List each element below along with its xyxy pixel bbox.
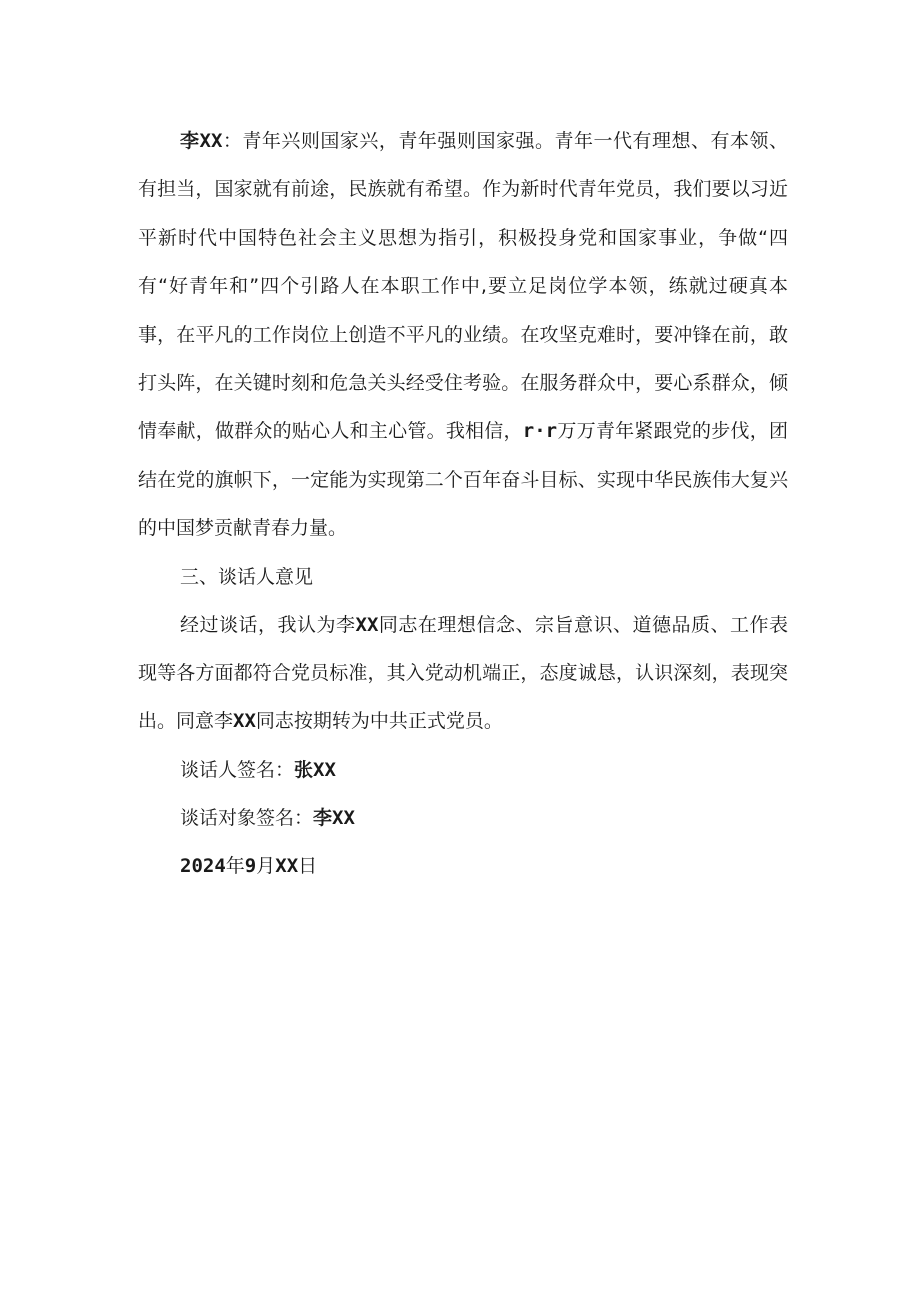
- opinion-text-2: 同志在理想信念、宗旨意识、道德品质、工作表现等各方面都符合党员标准，其入党动机端正，态度诚恳，认识深刻，表现突出。同意李: [138, 613, 788, 733]
- interviewer-signature: [138, 746, 788, 794]
- date-year: 2024: [180, 854, 226, 877]
- reply-text-2: 万万青年紧跟党的步伐，团结在党的旗帜下，一定能为实现第二个百年奋斗目标、实现中华民族伟大复兴的中国梦贡献青春力量。: [138, 420, 788, 540]
- subject-signature-name: 李XX: [313, 806, 355, 829]
- reply-text-1: 青年兴则国家兴，青年强则国家强。青年一代有理想、有本领、有担当，国家就有前途，民族就有希望。作为新时代青年党员，我们要以习近平新时代中国特色社会主义思想为指引，积极投身党和国家事业，争做“四有“好青年和”四个引路人在本职工作中,要立足岗位学本领，练就过硬真本事，在平凡的工作岗位上创造不平凡的业绩。在攻坚克难时，要冲锋在前，敢打头阵，在关键时刻和危急关头经受住考验。在服务群众中，要心系群众，倾情奉献，做群众的贴心人和主心管。我相信，: [138, 130, 788, 443]
- signing-date: [138, 842, 788, 890]
- opinion-text-3: 同志按期转为中共正式党员。: [255, 710, 503, 733]
- section-heading: 三、谈话人意见: [180, 565, 314, 588]
- speaker-name: 李XX: [180, 130, 223, 152]
- opinion-name-1: XX: [355, 613, 379, 636]
- reply-paragraph: [138, 117, 788, 553]
- date-day-unit: 日: [298, 854, 318, 877]
- interviewer-signature-name: 张XX: [294, 758, 336, 781]
- date-month: 9: [244, 854, 257, 877]
- subject-signature: [138, 794, 788, 842]
- opinion-paragraph: [138, 601, 788, 746]
- subject-signature-label: 谈话对象签名：: [180, 806, 314, 829]
- speaker-colon: ：: [222, 130, 243, 152]
- date-day: XX: [275, 854, 299, 877]
- date-year-unit: 年: [225, 854, 245, 877]
- date-month-unit: 月: [256, 854, 276, 877]
- document-body: [138, 117, 788, 890]
- reply-garbled-number: r·r: [522, 420, 558, 443]
- interviewer-signature-label: 谈话人签名：: [180, 758, 295, 781]
- opinion-text-1: 经过谈话，我认为李: [180, 613, 356, 636]
- opinion-name-2: XX: [233, 710, 256, 733]
